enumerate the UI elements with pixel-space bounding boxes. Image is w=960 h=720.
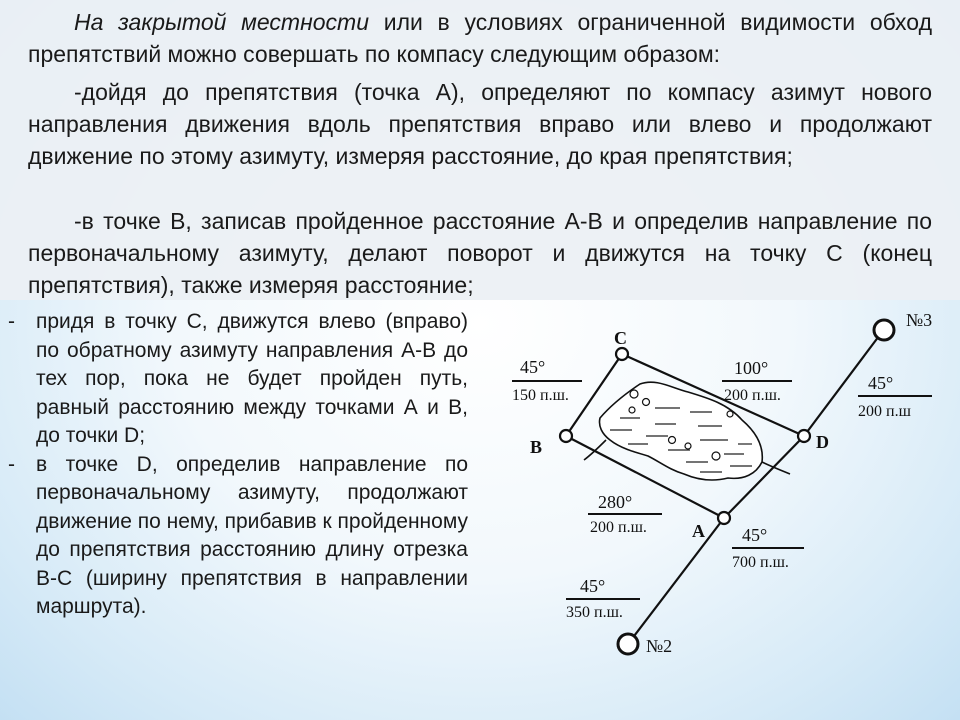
label-bc: [512, 357, 582, 404]
step-dash: -: [74, 79, 82, 105]
step-text: в точке В, записав пройденное расстояние А-В и определив направление по первоначальному азимуту, делают поворот и движутся на точку С (конец препятствия), также измеряя расстояние;: [28, 208, 932, 298]
step-text: дойдя до препятствия (точка А), определяют по компасу азимут нового направления движения вдоль препятствия вправо или влево и продолжают движение по этому азимуту, измеряя расстояние, до края препятствия;: [28, 79, 932, 169]
intro-paragraph: [28, 6, 932, 70]
step-2: [28, 205, 932, 301]
point-d: [798, 430, 810, 442]
svg-text:200 п.ш: 200 п.ш: [858, 403, 911, 420]
step-text: в точке D, определив направление по первоначальному азимуту, продолжают движение по нему, прибавив к пройденному до препятствия расстоянию длину отрезка В-С (ширину препятствия в направлении маршрута).: [36, 452, 468, 618]
top-text-block: [0, 0, 960, 300]
label-point-end: №3: [906, 310, 933, 330]
point-end: [874, 320, 894, 340]
label-a-up: [732, 525, 804, 571]
label-point-c: C: [614, 328, 627, 348]
svg-text:45°: 45°: [580, 576, 606, 596]
label-point-d: D: [816, 432, 829, 452]
step-3: [8, 308, 468, 451]
route-lines: [566, 332, 882, 644]
intro-text: или в условиях ограниченной видимости обход препятствий можно совершать по компасу следующим образом:: [28, 9, 932, 67]
step-4: [8, 451, 468, 622]
svg-text:280°: 280°: [598, 492, 633, 512]
step-1: [28, 76, 932, 172]
step-dash: -: [74, 208, 82, 234]
svg-text:350 п.ш.: 350 п.ш.: [566, 604, 623, 621]
label-point-start: №2: [646, 636, 673, 656]
label-ab: [588, 492, 662, 536]
svg-text:200 п.ш.: 200 п.ш.: [590, 519, 647, 536]
label-d3: [858, 373, 932, 420]
svg-text:100°: 100°: [734, 358, 769, 378]
point-start: [618, 634, 638, 654]
point-b: [560, 430, 572, 442]
svg-text:45°: 45°: [868, 373, 894, 393]
intro-italic: На закрытой местности: [74, 9, 369, 35]
label-point-b: B: [530, 437, 543, 457]
label-cd: [722, 358, 792, 404]
svg-text:45°: 45°: [742, 525, 768, 545]
svg-text:45°: 45°: [520, 357, 546, 377]
bullet-list: [8, 308, 468, 622]
svg-text:200 п.ш.: 200 п.ш.: [724, 387, 781, 404]
bullet-dash: -: [8, 310, 15, 333]
point-a: [718, 512, 730, 524]
label-s2a: [566, 576, 640, 621]
obstacle-bypass-diagram: [470, 300, 960, 720]
label-point-a: A: [692, 521, 705, 541]
bullet-dash: -: [8, 452, 15, 476]
point-c: [616, 348, 628, 360]
step-text: придя в точку С, движутся влево (вправо) по обратному азимуту направления А-В до тех пор, пока не будет пройден путь, равный расстоянию между точками А и В, до точки D;: [36, 310, 468, 447]
svg-text:700 п.ш.: 700 п.ш.: [732, 554, 789, 571]
svg-text:150 п.ш.: 150 п.ш.: [512, 387, 569, 404]
